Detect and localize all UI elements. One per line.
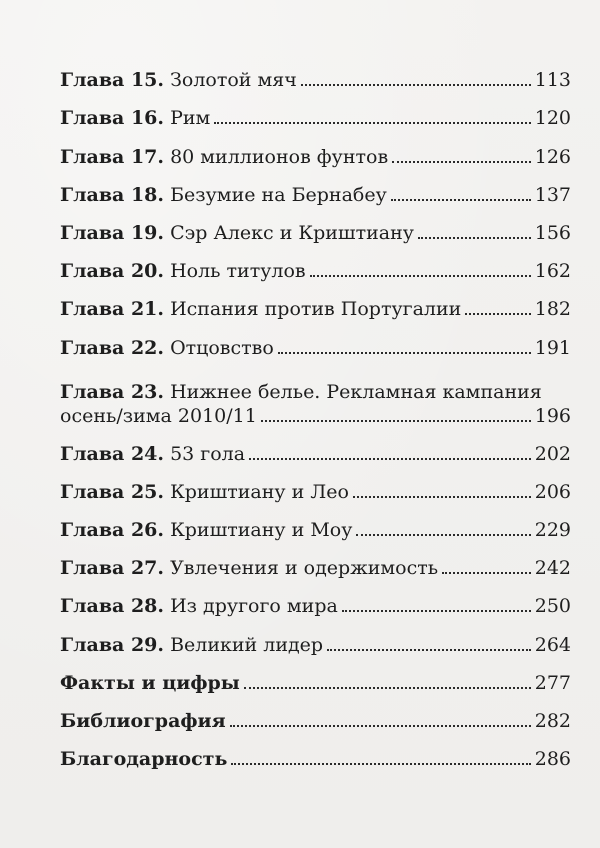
- dot-leader: [230, 724, 531, 727]
- chapter-label: Глава 27.: [60, 557, 165, 580]
- page-number: 126: [534, 145, 571, 168]
- dot-leader: [327, 648, 531, 651]
- chapter-label: Глава 28.: [60, 595, 165, 618]
- dot-leader: [249, 457, 531, 460]
- toc-entry-chapter-27: [60, 542, 571, 580]
- toc-entry-chapter-17: [60, 130, 571, 168]
- chapter-title: 53 гола: [170, 442, 246, 465]
- page-number: 196: [534, 404, 571, 427]
- page-number: 277: [534, 671, 571, 694]
- chapter-label: Глава 20.: [60, 260, 165, 283]
- chapter-title: Сэр Алекс и Криштиану: [170, 221, 414, 244]
- chapter-title-continued: осень/зима 2010/11: [60, 404, 257, 427]
- dot-leader: [442, 571, 531, 574]
- page-number: 282: [534, 710, 571, 732]
- page-number: 206: [534, 480, 571, 503]
- toc-entry-chapter-25: [60, 466, 571, 504]
- dot-leader: [391, 198, 531, 201]
- toc-entry-chapter-26: [60, 504, 571, 542]
- toc-entry-acknowledgements: [60, 733, 571, 771]
- dot-leader: [353, 495, 531, 498]
- chapter-label: Глава 23.: [60, 380, 165, 403]
- chapter-label: Глава 15.: [60, 69, 165, 92]
- chapter-title: Отцовство: [170, 336, 274, 359]
- toc-entry-chapter-24: [60, 428, 571, 466]
- page-number: 264: [534, 633, 571, 656]
- toc-entry-chapter-28: [60, 580, 571, 618]
- section-title: Благодарность: [60, 748, 228, 771]
- page-number: 162: [534, 260, 571, 283]
- chapter-label: Глава 19.: [60, 221, 165, 244]
- chapter-title: Великий лидер: [170, 633, 324, 656]
- chapter-label: Глава 21.: [60, 298, 165, 321]
- page-number: 250: [534, 595, 571, 618]
- dot-leader: [418, 236, 531, 239]
- chapter-title: Рим: [170, 107, 211, 130]
- chapter-title: Криштиану и Лео: [170, 480, 349, 503]
- chapter-title: Ноль титулов: [170, 260, 306, 283]
- chapter-title: Золотой мяч: [170, 69, 297, 92]
- dot-leader: [261, 419, 531, 422]
- page-number: 242: [534, 557, 571, 580]
- toc-entry-chapter-21: [60, 283, 571, 321]
- chapter-label: Глава 25.: [60, 480, 165, 503]
- chapter-label: Глава 17.: [60, 145, 165, 168]
- chapter-title: Испания против Португалии: [170, 298, 462, 321]
- page-number: 202: [534, 442, 571, 465]
- page-number: 286: [534, 748, 571, 771]
- chapter-label: Глава 22.: [60, 336, 165, 359]
- chapter-label: Глава 24.: [60, 442, 165, 465]
- dot-leader: [244, 686, 531, 689]
- toc-entry-facts: [60, 657, 571, 695]
- chapter-label: Глава 29.: [60, 633, 165, 656]
- toc-entry-bibliography: [60, 695, 571, 733]
- chapter-title: Из другого мира: [170, 595, 338, 618]
- dot-leader: [356, 533, 530, 536]
- page-number: 229: [534, 519, 571, 542]
- toc-entry-chapter-19: [60, 207, 571, 245]
- page-number: 182: [534, 298, 571, 321]
- page-number: 120: [534, 107, 571, 130]
- chapter-title: Криштиану и Моу: [170, 519, 353, 542]
- dot-leader: [301, 83, 531, 86]
- chapter-title: Безумие на Бернабеу: [170, 183, 387, 206]
- toc-entry-chapter-29: [60, 618, 571, 656]
- toc-entry-chapter-20: [60, 245, 571, 283]
- page-number: 156: [534, 221, 571, 244]
- table-of-contents: [60, 54, 571, 771]
- section-title: Библиография: [60, 710, 226, 732]
- dot-leader: [310, 274, 531, 277]
- toc-entry-chapter-23: [60, 360, 571, 428]
- section-title: Факты и цифры: [60, 671, 240, 694]
- toc-entry-chapter-22: [60, 321, 571, 359]
- chapter-label: Глава 18.: [60, 183, 165, 206]
- chapter-label: Глава 26.: [60, 519, 165, 542]
- dot-leader: [465, 312, 530, 315]
- page-number: 137: [534, 183, 571, 206]
- toc-entry-chapter-18: [60, 169, 571, 207]
- chapter-title: 80 миллионов фунтов: [170, 145, 389, 168]
- dot-leader: [392, 160, 531, 163]
- chapter-label: Глава 16.: [60, 107, 165, 130]
- toc-entry-chapter-16: [60, 92, 571, 130]
- dot-leader: [342, 609, 531, 612]
- toc-entry-chapter-15: [60, 54, 571, 92]
- dot-leader: [278, 351, 531, 354]
- chapter-title: Увлечения и одержимость: [170, 557, 439, 580]
- page-number: 113: [534, 69, 571, 92]
- dot-leader: [214, 121, 530, 124]
- dot-leader: [231, 762, 530, 765]
- page-number: 191: [534, 336, 571, 359]
- chapter-title: Нижнее белье. Рекламная кампания: [170, 380, 542, 403]
